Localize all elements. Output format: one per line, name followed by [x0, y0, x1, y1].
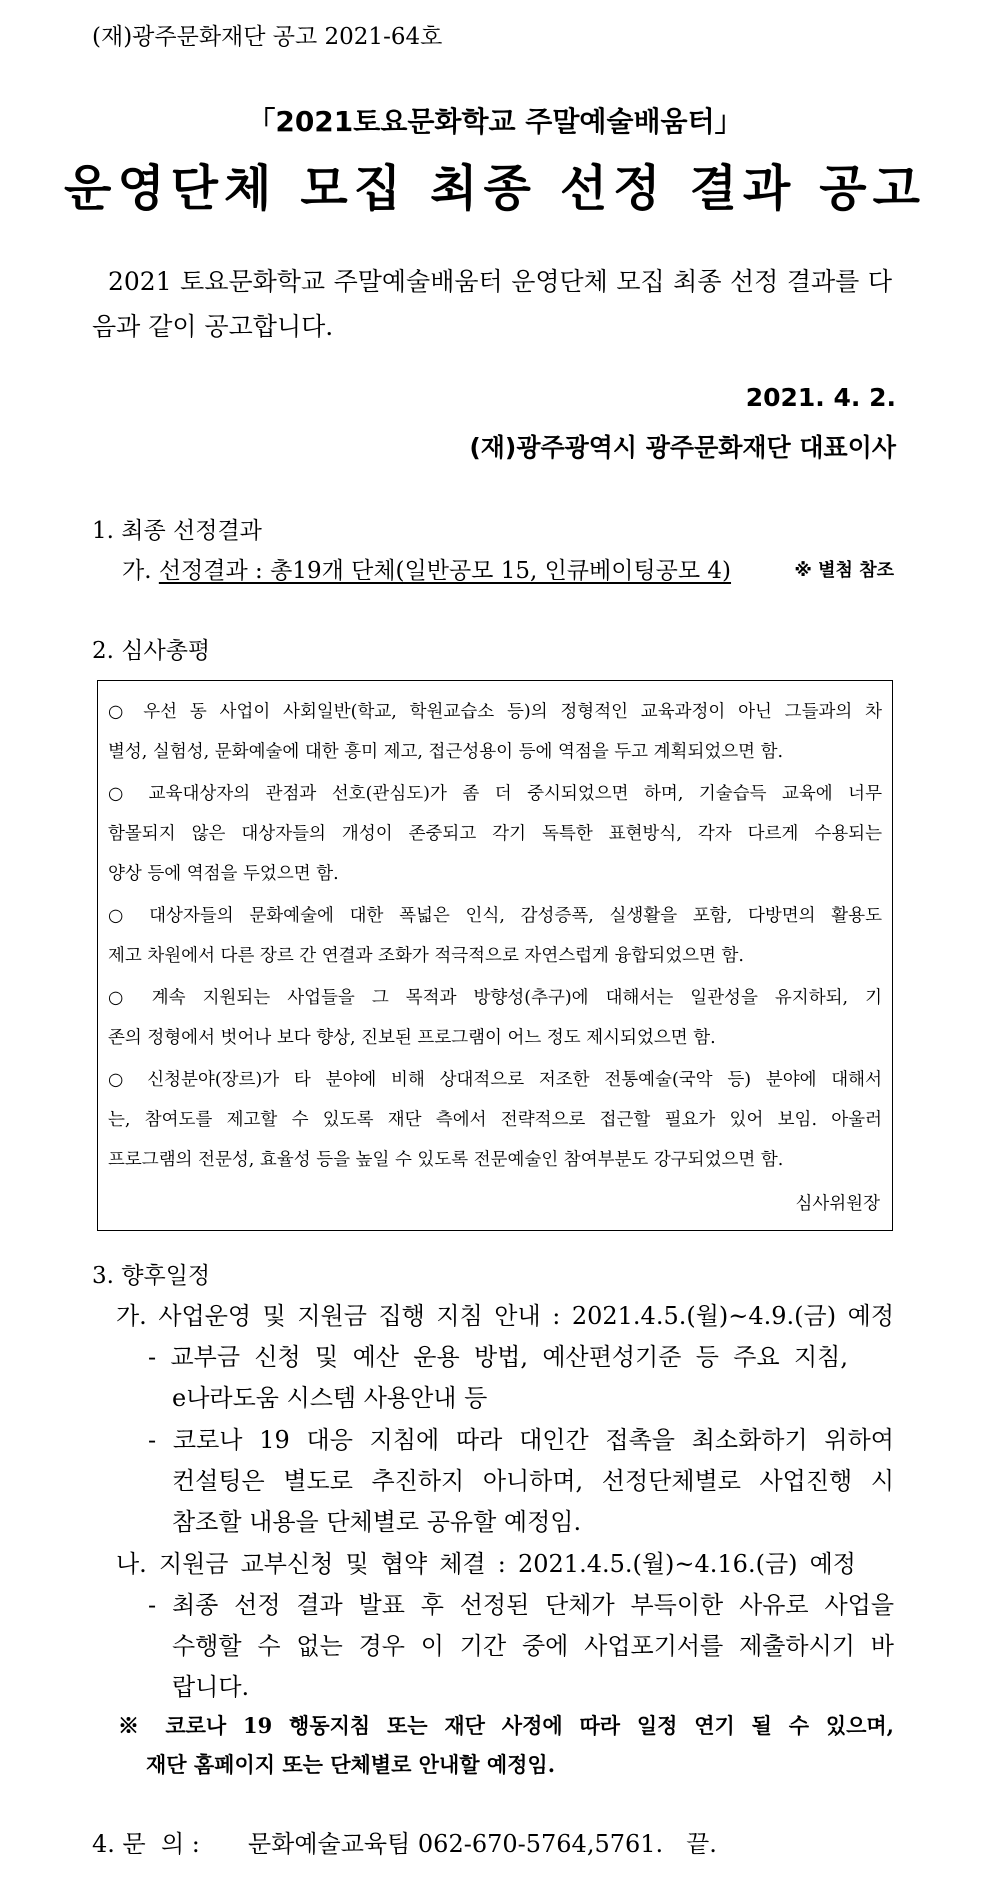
attachment-note: ※ 별첨 참조: [794, 560, 894, 581]
review-line: ○ 신청분야(장르)가 타 분야에 비해 상대적으로 저조한 전통예술(국악 등) 분야에 대해서: [108, 1070, 882, 1090]
schedule-item-a-bullet-2: - 코로나 19 대응 지침에 따라 대인간 접촉을 최소화하기 위하여: [148, 1426, 894, 1454]
issuer-name: (재)광주광역시 광주문화재단 대표이사: [469, 433, 896, 462]
section-1-item-text: 선정결과 : 총19개 단체(일반공모 15, 인큐베이팅공모 4): [158, 558, 732, 584]
contact-label: 4. 문 의 :: [92, 1830, 200, 1858]
intro-line-2: 음과 같이 공고합니다.: [92, 312, 334, 341]
covid-note: ※ 코로나 19 행동지침 또는 재단 사정에 따라 일정 연기 될 수 있으며,: [118, 1713, 894, 1738]
review-line: 는, 참여도를 제고할 수 있도록 재단 측에서 전략적으로 접근할 필요가 있어 보임. 아울러: [108, 1110, 882, 1130]
review-line: 프로그램의 전문성, 효율성 등을 높일 수 있도록 전문예술인 참여부분도 강구되었으면 함.: [108, 1150, 784, 1170]
review-line: ○ 우선 동 사업이 사회일반(학교, 학원교습소 등)의 정형적인 교육과정이 아닌 그들과의 차: [108, 702, 882, 722]
review-line: 제고 차원에서 다른 장르 간 연결과 조화가 적극적으로 자연스럽게 융합되었으면 함.: [108, 946, 744, 966]
schedule-item-a-bullet-1-cont: e나라도움 시스템 사용안내 등: [172, 1384, 488, 1412]
section-2-heading: 2. 심사총평: [92, 638, 211, 664]
review-line: ○ 교육대상자의 관점과 선호(관심도)가 좀 더 중시되었으면 하며, 기술습득 교육에 너무: [108, 784, 882, 804]
schedule-item-b: 나. 지원금 교부신청 및 협약 체결 : 2021.4.5.(월)~4.16.(금) 예정: [116, 1550, 856, 1578]
schedule-item-a-bullet-1: - 교부금 신청 및 예산 운용 방법, 예산편성기준 등 주요 지침,: [148, 1343, 848, 1371]
document-subtitle: 「2021토요문화학교 주말예술배움터」: [247, 105, 743, 138]
review-signer: 심사위원장: [795, 1194, 880, 1214]
schedule-item-b-bullet-1: - 최종 선정 결과 발표 후 선정된 단체가 부득이한 사유로 사업을: [148, 1591, 894, 1619]
review-line: ○ 계속 지원되는 사업들을 그 목적과 방향성(추구)에 대해서는 일관성을 유지하되, 기: [108, 988, 882, 1008]
review-line: ○ 대상자들의 문화예술에 대한 폭넓은 인식, 감성증폭, 실생활을 포함, 다방면의 활용도: [108, 906, 882, 926]
review-line: 함몰되지 않은 대상자들의 개성이 존중되고 각기 독특한 표현방식, 각자 다르게 수용되는: [108, 824, 882, 844]
schedule-item-b-bullet-1-cont: 수행할 수 없는 경우 이 기간 중에 사업포기서를 제출하시기 바: [172, 1632, 894, 1660]
review-line: 별성, 실험성, 문화예술에 대한 흥미 제고, 접근성용이 등에 역점을 두고 계획되었으면 함.: [108, 742, 784, 762]
schedule-item-b-bullet-1-cont: 랍니다.: [172, 1673, 250, 1701]
contact-info: 문화예술교육팀 062-670-5764,5761. 끝.: [248, 1830, 717, 1858]
covid-note-cont: 재단 홈페이지 또는 단체별로 안내할 예정임.: [146, 1752, 556, 1777]
notice-number: (재)광주문화재단 공고 2021-64호: [92, 24, 443, 50]
section-1-item: [122, 552, 731, 585]
section-3-heading: 3. 향후일정: [92, 1263, 211, 1289]
schedule-item-a-bullet-2-cont: 참조할 내용을 단체별로 공유할 예정임.: [172, 1508, 582, 1536]
review-line: 존의 정형에서 벗어나 보다 향상, 진보된 프로그램이 어느 정도 제시되었으면 함.: [108, 1028, 716, 1048]
section-1-heading: 1. 최종 선정결과: [92, 518, 262, 544]
document-title: 운영단체 모집 최종 선정 결과 공고: [64, 160, 926, 217]
review-line: 양상 등에 역점을 두었으면 함.: [108, 864, 339, 884]
intro-line-1: 2021 토요문화학교 주말예술배움터 운영단체 모집 최종 선정 결과를 다: [108, 267, 892, 296]
notice-date: 2021. 4. 2.: [745, 383, 896, 412]
schedule-item-a-bullet-2-cont: 컨설팅은 별도로 추진하지 아니하며, 선정단체별로 사업진행 시: [172, 1467, 894, 1495]
section-1-item-prefix: 가.: [122, 558, 152, 584]
schedule-item-a: 가. 사업운영 및 지원금 집행 지침 안내 : 2021.4.5.(월)~4.9.(금) 예정: [116, 1302, 894, 1330]
